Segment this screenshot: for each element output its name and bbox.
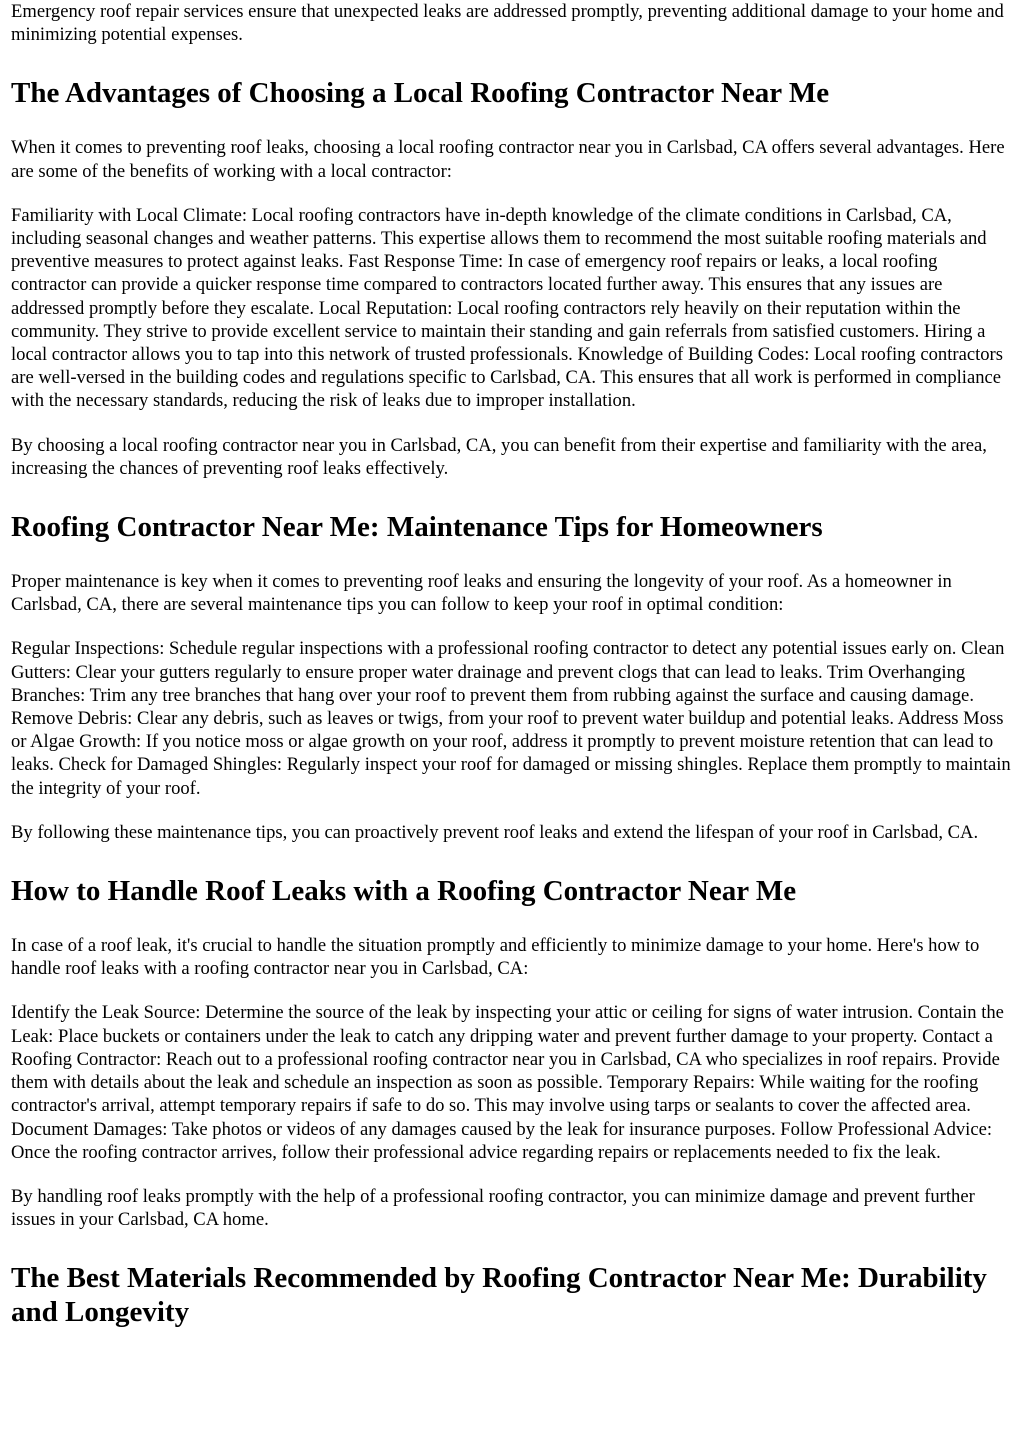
section-paragraph: By handling roof leaks promptly with the help of a professional roofing contractor, you can minimize damage and prevent further issues in your Carlsbad, CA home. bbox=[11, 1185, 975, 1231]
section-paragraph: By following these maintenance tips, you can proactively prevent roof leaks and extend the lifespan of your roof in Carlsbad, CA. bbox=[11, 821, 979, 843]
section-heading-maintenance-tips: Roofing Contractor Near Me: Maintenance Tips for Homeowners bbox=[11, 511, 823, 544]
section-heading-local-advantages: The Advantages of Choosing a Local Roofing Contractor Near Me bbox=[11, 77, 830, 110]
section-paragraph: Familiarity with Local Climate: Local roofing contractors have in-depth knowledge of the climate conditions in Carlsbad, CA, including seasonal changes and weather patterns. This expertise allows them to recommend the most suitable roofing materials and preventive measures to protect against leaks. Fast Response Time: In case of emergency roof repairs or leaks, a local roofing contractor can provide a quicker response time compared to contractors located further away. This ensures that any issues are addressed promptly before they escalate. Local Reputation: Local roofing contractors rely heavily on their reputation within the community. They strive to provide excellent service to maintain their standing and gain referrals from satisfied customers. Hiring a local contractor allows you to tap into this network of trusted professionals. Knowledge of Building Codes: Local roofing contractors are well-versed in the building codes and regulations specific to Carlsbad, CA. This ensures that all work is performed in compliance with the necessary standards, reducing the risk of leaks due to improper installation. bbox=[11, 204, 1003, 412]
section-paragraph: Identify the Leak Source: Determine the source of the leak by inspecting your attic or ceiling for signs of water intrusion. Contain the Leak: Place buckets or containers under the leak to catch any dripping water and prevent further damage to your property. Contact a Roofing Contractor: Reach out to a professional roofing contractor near you in Carlsbad, CA who specializes in roof repairs. Provide them with details about the leak and schedule an inspection as soon as possible. Temporary Repairs: While waiting for the roofing contractor's arrival, attempt temporary repairs if safe to do so. This may involve using tarps or sealants to cover the affected area. Document Damages: Take photos or videos of any damages caused by the leak for insurance purposes. Follow Professional Advice: Once the roofing contractor arrives, follow their professional advice regarding repairs or replacements needed to fix the leak. bbox=[11, 1002, 1004, 1163]
section-paragraph: By choosing a local roofing contractor near you in Carlsbad, CA, you can benefit from their expertise and familiarity with the area, increasing the chances of preventing roof leaks effectively. bbox=[11, 434, 987, 479]
section-paragraph: In case of a roof leak, it's crucial to handle the situation promptly and efficiently to minimize damage to your home. Here's how to handle roof leaks with a roofing contractor near you in Carlsbad, CA: bbox=[11, 935, 980, 980]
section-heading-handle-leaks: How to Handle Roof Leaks with a Roofing Contractor Near Me bbox=[11, 875, 797, 908]
section-paragraph: Regular Inspections: Schedule regular inspections with a professional roofing contractor to detect any potential issues early on. Clean Gutters: Clear your gutters regularly to ensure proper water drainage and prevent clogs that can lead to leaks. Trim Overhanging Branches: Trim any tree branches that hang over your roof to prevent them from rubbing against the surface and causing damage. Remove Debris: Clear any debris, such as leaves or twigs, from your roof to prevent water buildup and potential leaks. Address Moss or Algae Growth: If you notice moss or algae growth on your roof, address it promptly to prevent moisture retention that can lead to leaks. Check for Damaged Shingles: Regularly inspect your roof for damaged or missing shingles. Replace them promptly to maintain the integrity of your roof. bbox=[11, 638, 1011, 799]
section-heading-best-materials: The Best Materials Recommended by Roofing Contractor Near Me: Durability and Longevity bbox=[11, 1262, 987, 1329]
section-paragraph: When it comes to preventing roof leaks, choosing a local roofing contractor near you in Carlsbad, CA offers several advantages. Here are some of the benefits of working with a local contractor: bbox=[11, 137, 1005, 182]
section-paragraph: Proper maintenance is key when it comes to preventing roof leaks and ensuring the longevity of your roof. As a homeowner in Carlsbad, CA, there are several maintenance tips you can follow to keep your roof in optimal condition: bbox=[11, 571, 952, 616]
intro-paragraph: Emergency roof repair services ensure that unexpected leaks are addressed promptly, preventing additional damage to your home and minimizing potential expenses. bbox=[11, 1, 1004, 46]
